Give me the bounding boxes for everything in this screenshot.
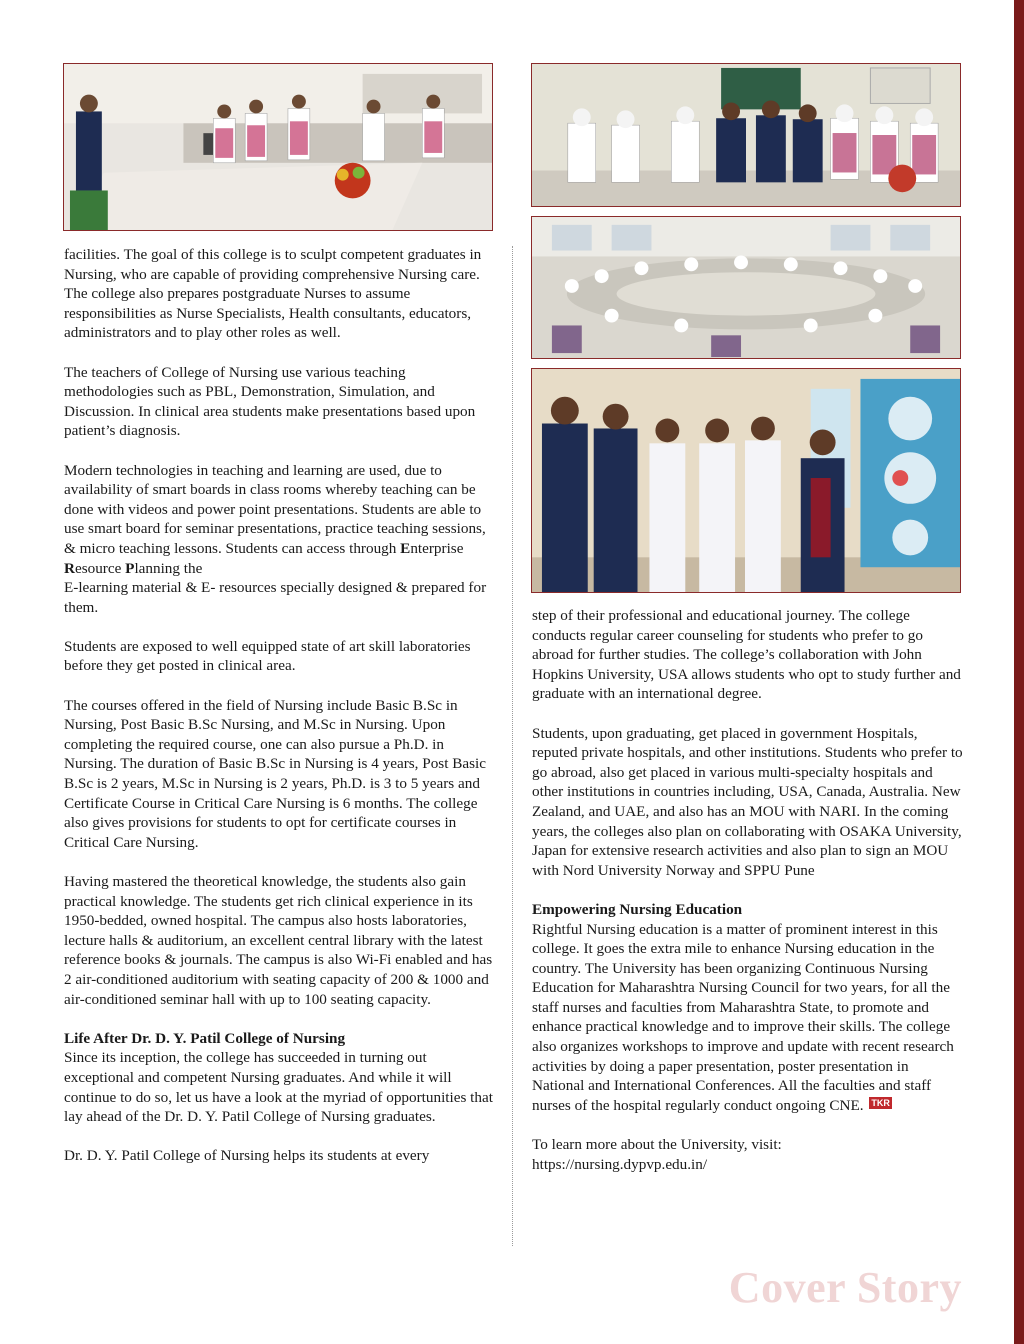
photo-anatomy-chart — [531, 368, 961, 593]
section-heading: Life After Dr. D. Y. Patil College of Nursing — [64, 1029, 346, 1047]
paragraph: The courses offered in the field of Nursing include Basic B.Sc in Nursing, Post Basic B.Sc Nursing, and M.Sc in Nursing. Upon completing the required course, one can also pursue a Ph.D. in Nursing. The duration of Basic B.Sc in Nursing is 4 years, Post Basic B.Sc is 2 years, M.Sc in Nursing is 2 years, Ph.D. is 3 to 5 years and Certificate Course in Critical Care Nursing is 6 months. The college also gives provisions for students to opt for certificate courses in Critical Care Nursing. — [64, 696, 486, 851]
photo-nutrition-lab — [63, 63, 493, 231]
paragraph: Students, upon graduating, get placed in government Hospitals, reputed private hospitals, and other institutions. Students who prefer to go abroad, also get placed in various multi-specialty hospitals and other institutions in countries including, USA, Canada, Australia. New Zealand, and UAE, and also has an MOU with NARI. In the coming years, the colleges also plan on collaborating with OSAKA University, Japan for extensive research activities and also plan to sign an MOU with Nord University Norway and SPPU Pune — [532, 724, 963, 879]
paragraph — [532, 920, 964, 1116]
paragraph: facilities. The goal of this college is to sculpt competent graduates in Nursing, who are capable of providing comprehensive Nursing care. The college also prepares postgraduate Nurses to assume responsibilities as Nurse Specialists, Health consultants, educators, administrators and to play other roles as well. — [64, 246, 482, 342]
photo-cooking-demo — [531, 63, 961, 207]
paragraph-text: E-learning material & E- resources specially designed & prepared for them. — [64, 579, 487, 616]
paragraph-text: Modern technologies in teaching and learning are used, due to availability of smart boards in class rooms whereby teaching can be done with videos and power point presentations. Students are able to use smart board for seminar presentations, practice teaching sessions, & micro teaching lessons. Students can access through — [64, 461, 486, 557]
right-column — [532, 606, 964, 1174]
photo-classroom — [531, 216, 961, 359]
erp-word: lanning the — [134, 559, 203, 577]
section-label: Cover Story — [728, 1263, 962, 1312]
paragraph: Having mastered the theoretical knowledge, the students also gain practical knowledge. The students get rich clinical experience in its 1950-bedded, owned hospital. The campus also hosts laboratories, lecture halls & auditorium, an excellent central library with the latest reference books & journals. The campus is also Wi-Fi enabled and has 2 air-conditioned auditorium with seating capacity of 200 & 1000 and air-conditioned seminar hall with up to 100 seating capacity. — [64, 873, 493, 1008]
section-heading: Empowering Nursing Education — [532, 900, 743, 918]
erp-letter-r: R — [64, 559, 75, 577]
paragraph-text: Rightful Nursing education is a matter of prominent interest in this college. It goes the extra mile to enhance Nursing education in the country. The University has been organizing Continuous Nursing Education for Maharashtra Nursing Council for two years, for all the staff nurses and faculties from Maharashtra State, to promote and enhance practical knowledge and to improve their skills. The college also organizes workshops to improve and update with recent research activities by doing a paper presentation, poster presentation in National and International Conferences. All the faculties and staff nurses of the hospital regularly conduct ongoing CNE. — [532, 920, 954, 1114]
erp-word: esource — [74, 559, 126, 577]
paragraph: Since its inception, the college has succeeded in turning out exceptional and competent Nursing graduates. And while it will continue to do so, let us have a look at the myriad of opportunities that lay ahead of the Dr. D. Y. Patil College of Nursing graduates. — [64, 1049, 493, 1126]
erp-letter-e: E — [400, 539, 411, 557]
left-column — [64, 245, 496, 1166]
paragraph: Dr. D. Y. Patil College of Nursing helps its students at every — [64, 1147, 430, 1165]
page-edge-accent-bar — [1014, 0, 1024, 1344]
university-url[interactable]: https://nursing.dypvp.edu.in/ — [532, 1155, 708, 1173]
tkr-logo-icon: TKR — [871, 1097, 890, 1108]
visit-text: To learn more about the University, visit: — [532, 1136, 782, 1154]
paragraph-erp — [64, 461, 496, 618]
paragraph: The teachers of College of Nursing use various teaching methodologies such as PBL, Demonstration, Simulation, and Discussion. In clinical area students make presentations based upon patient’s diagnosis. — [64, 363, 476, 440]
paragraph: Students are exposed to well equipped state of art skill laboratories before they get posted in clinical area. — [64, 637, 471, 675]
erp-letter-p: P — [125, 559, 135, 577]
paragraph: step of their professional and educational journey. The college conducts regular career counseling for students who prefer to go abroad for further studies. The college’s collaboration with John Hopkins University, USA allows students who opt to study further and graduate with an international degree. — [532, 607, 961, 703]
paragraph — [532, 1135, 964, 1174]
column-divider — [512, 246, 513, 1246]
erp-word: nterprise — [410, 539, 464, 557]
